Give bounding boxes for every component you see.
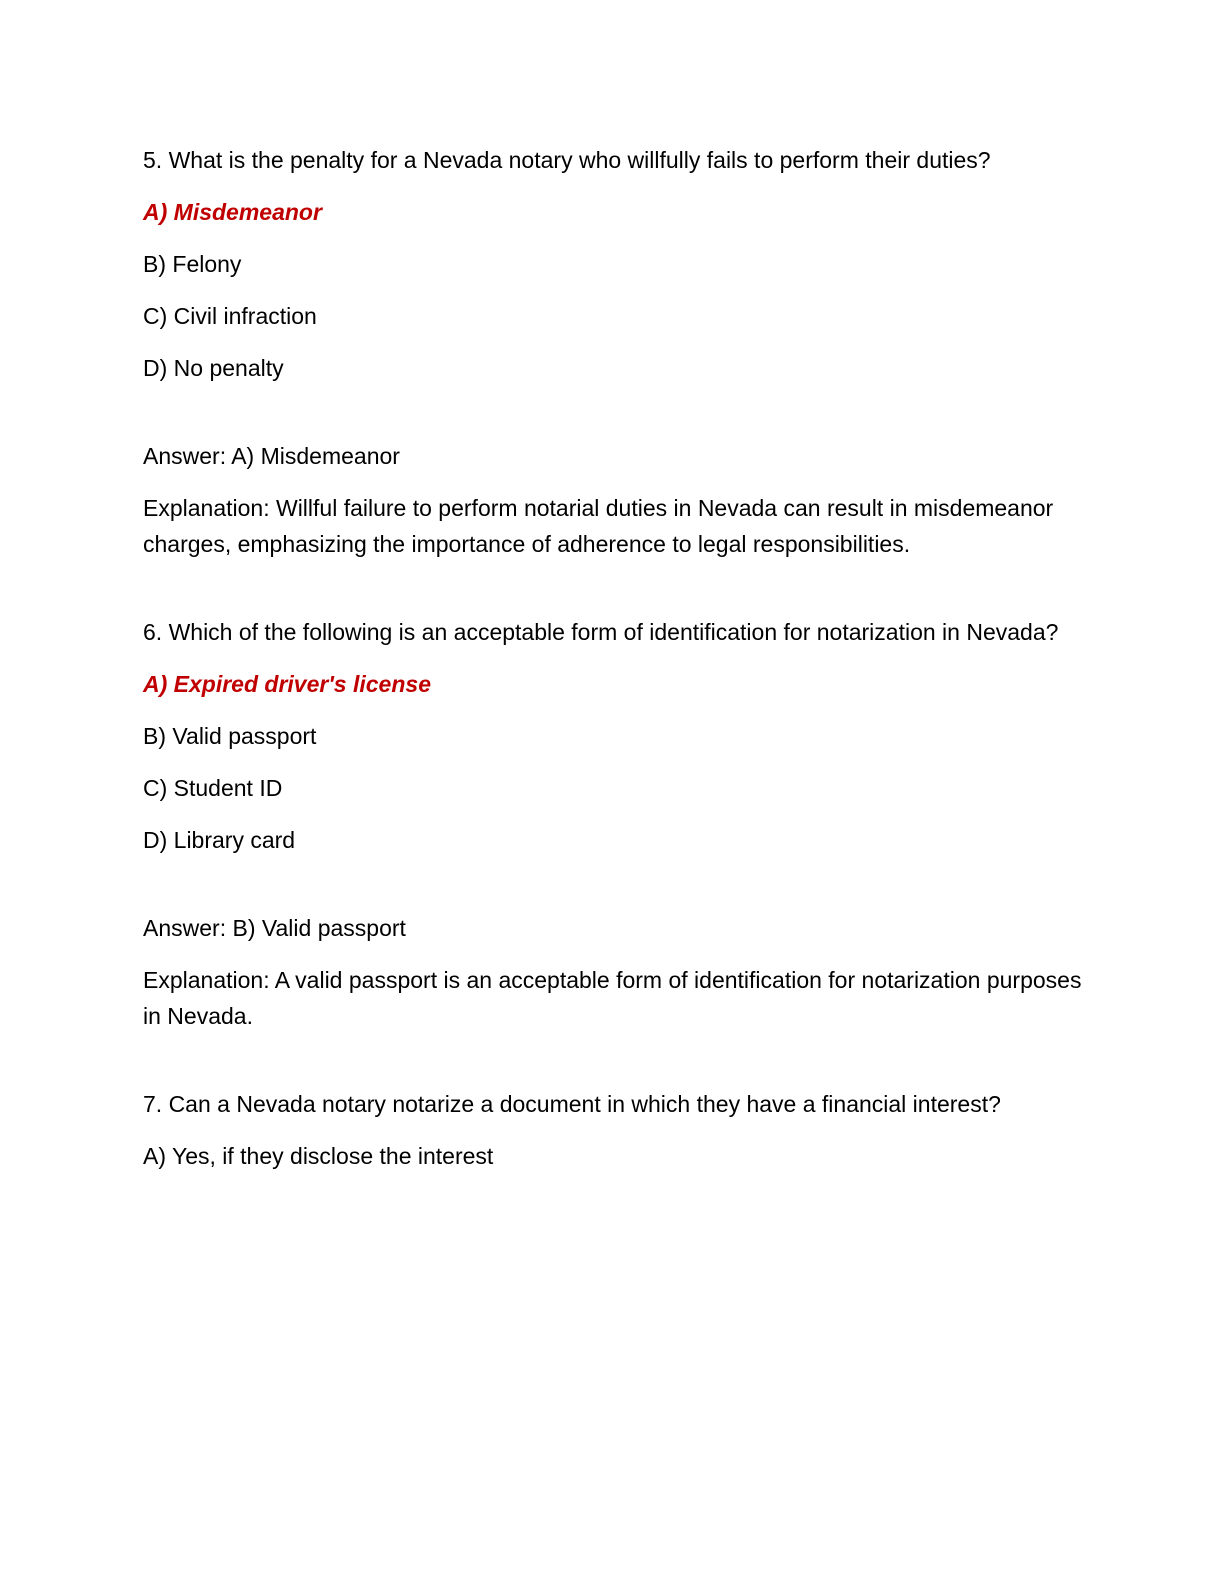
question-text: 6. Which of the following is an acceptable form of identification for notarization in Nevada? — [143, 619, 1059, 645]
option-d: D) Library card — [143, 827, 296, 853]
option-b: B) Valid passport — [143, 723, 317, 749]
explanation-text: Explanation: A valid passport is an acceptable form of identification for notarization purposes in Nevada. — [143, 967, 1082, 1029]
option-a-highlighted: A) Expired driver's license — [143, 671, 431, 697]
question-block-5 — [143, 142, 1083, 562]
option-a: A) Yes, if they disclose the interest — [143, 1143, 494, 1169]
option-a-highlighted: A) Misdemeanor — [143, 199, 322, 225]
question-block-7 — [143, 1086, 1083, 1174]
document-page — [143, 142, 1083, 1190]
question-text: 7. Can a Nevada notary notarize a document in which they have a financial interest? — [143, 1091, 1001, 1117]
option-c: C) Student ID — [143, 775, 283, 801]
answer-text: Answer: B) Valid passport — [143, 915, 406, 941]
question-text: 5. What is the penalty for a Nevada notary who willfully fails to perform their duties? — [143, 147, 991, 173]
question-block-6 — [143, 614, 1083, 1034]
answer-text: Answer: A) Misdemeanor — [143, 443, 400, 469]
option-d: D) No penalty — [143, 355, 284, 381]
explanation-text: Explanation: Willful failure to perform notarial duties in Nevada can result in misdemeanor charges, emphasizing the importance of adherence to legal responsibilities. — [143, 495, 1054, 557]
option-b: B) Felony — [143, 251, 242, 277]
option-c: C) Civil infraction — [143, 303, 317, 329]
